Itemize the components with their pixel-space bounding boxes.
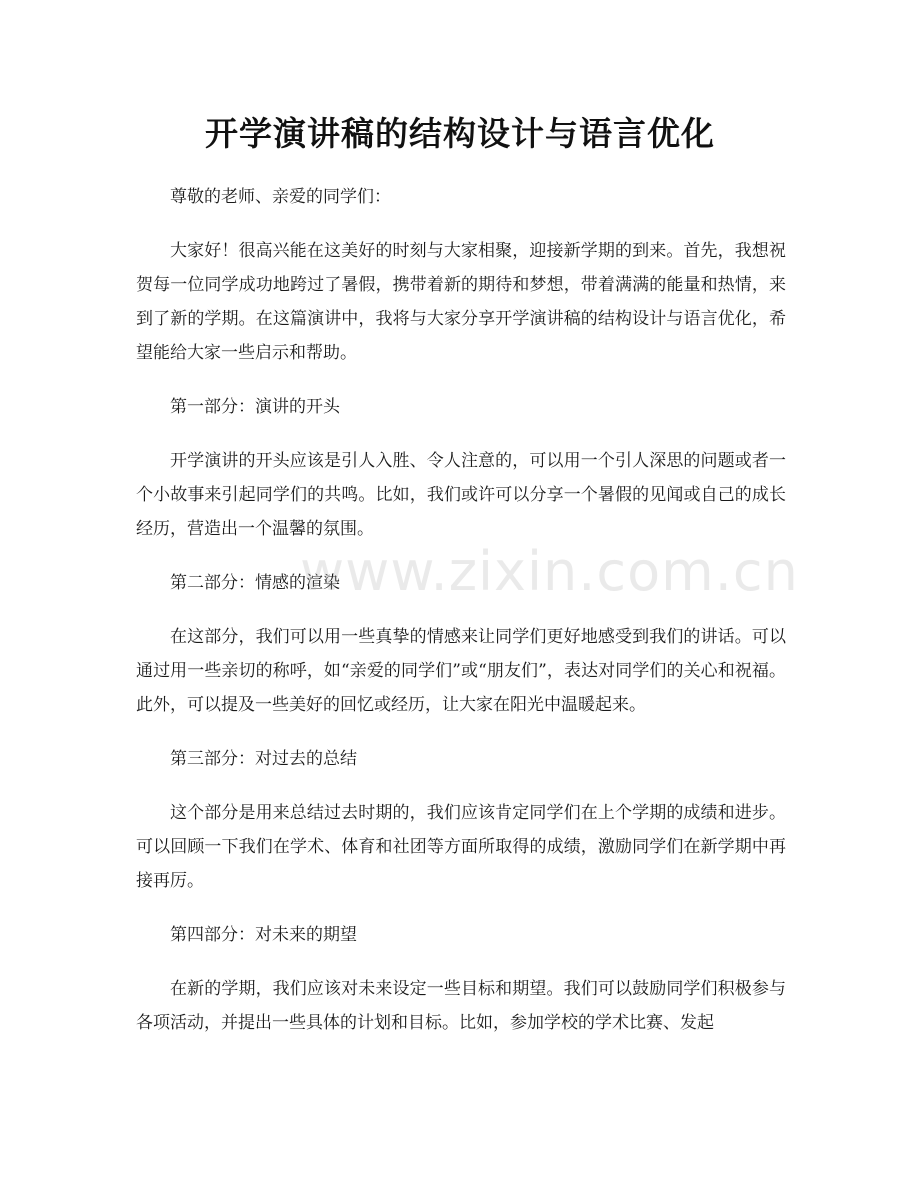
watermark-text: www.zixin.com.cn <box>300 540 799 603</box>
section-paragraph-4: 在新的学期，我们应该对未来设定一些目标和期望。我们可以鼓励同学们积极参与各项活动，并提出一些具体的计划和目标。比如，参加学校的学术比赛、发起 <box>136 979 786 1033</box>
salutation-paragraph: 尊敬的老师、亲爱的同学们： <box>170 187 391 207</box>
section-heading-4: 第四部分：对未来的期望 <box>170 925 357 945</box>
section-heading-3: 第三部分：对过去的总结 <box>170 749 357 769</box>
intro-paragraph: 大家好！很高兴能在这美好的时刻与大家相聚，迎接新学期的到来。首先，我想祝贺每一位同学成功地跨过了暑假，携带着新的期待和梦想，带着满满的能量和热情，来到了新的学期。在这篇演讲中，我将与大家分享开学演讲稿的结构设计与语言优化，希望能给大家一些启示和帮助。 <box>136 241 786 363</box>
section-heading-2: 第二部分：情感的渲染 <box>170 573 340 593</box>
section-paragraph-2: 在这部分，我们可以用一些真挚的情感来让同学们更好地感受到我们的讲话。可以通过用一些亲切的称呼，如“亲爱的同学们”或“朋友们”，表达对同学们的关心和祝福。此外，可以提及一些美好的回忆或经历，让大家在阳光中温暖起来。 <box>136 627 786 715</box>
section-paragraph-3: 这个部分是用来总结过去时期的，我们应该肯定同学们在上个学期的成绩和进步。可以回顾一下我们在学术、体育和社团等方面所取得的成绩，激励同学们在新学期中再接再厉。 <box>136 803 786 891</box>
section-heading-1: 第一部分：演讲的开头 <box>170 397 340 417</box>
document-body <box>136 180 786 1060</box>
section-paragraph-1: 开学演讲的开头应该是引人入胜、令人注意的，可以用一个引人深思的问题或者一个小故事来引起同学们的共鸣。比如，我们或许可以分享一个暑假的见闻或自己的成长经历，营造出一个温馨的氛围。 <box>136 451 786 539</box>
document-title: 开学演讲稿的结构设计与语言优化 <box>205 114 715 153</box>
